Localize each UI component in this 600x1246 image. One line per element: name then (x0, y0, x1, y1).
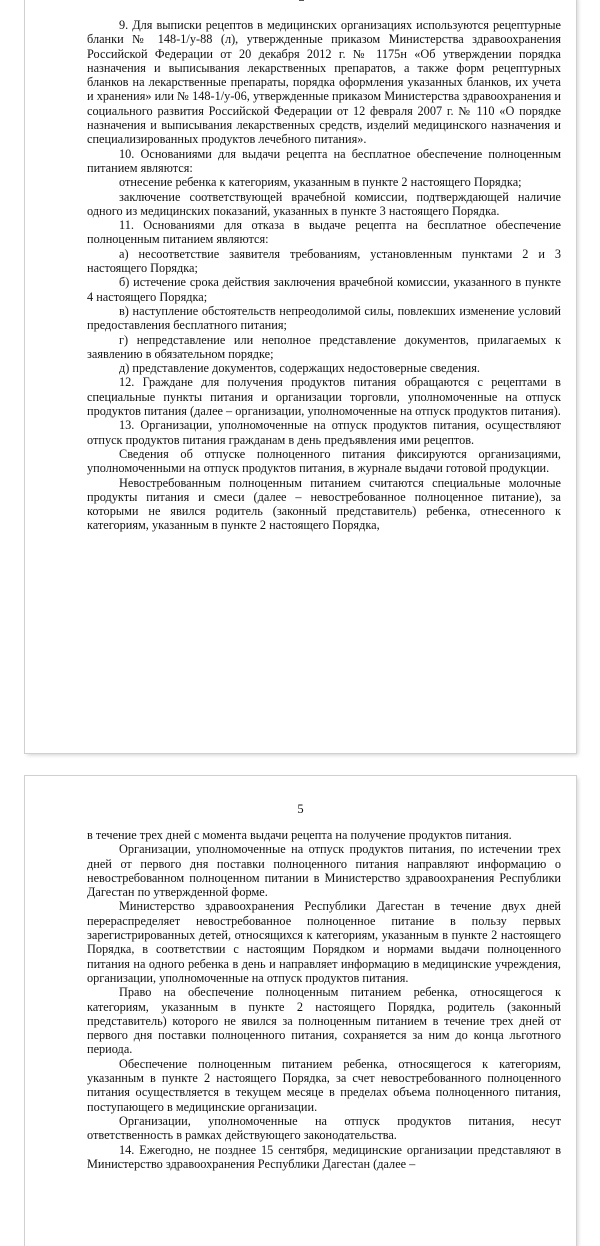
paragraph-item-10-category: отнесение ребенка к категориям, указанным в пункте 2 настоящего Порядка; (119, 175, 522, 190)
paragraph-item-13: 13. Организации, уполномоченные на отпуск продуктов питания, осуществляют отпуск продуктов питания гражданам в день предъявления ими рецептов. (87, 418, 561, 447)
paragraph-responsibility: Организации, уполномоченные на отпуск продуктов питания, несут ответственность в рамках действующего законодательства. (87, 1113, 561, 1143)
page-5-body (87, 828, 561, 1171)
paragraph-item-11-v: в) наступление обстоятельств непреодолимой силы, повлекших изменение условий предоставления бесплатного питания; (87, 303, 561, 333)
page-4-body (87, 18, 561, 533)
paragraph-item-11-b: б) истечение срока действия заключения врачебной комиссии, указанного в пункте 4 настоящего Порядка; (87, 275, 561, 304)
paragraph-item-12: 12. Граждане для получения продуктов питания обращаются с рецептами в специальные пункты питания и организации торговли, уполномоченные на отпуск продуктов питания (далее – организации, уполномоченные на отпуск продуктов питания). (87, 375, 561, 419)
paragraph-provision-current-month: Обеспечение полноценным питанием ребенка, относящегося к категориям, указанным в пункте 2 настоящего Порядка, за счет невостребованного полноценного питания осуществляется в текущем месяце в пределах объема полноценного питания, поступающего в медицинские организации. (87, 1056, 561, 1114)
paragraph-continuation: в течение трех дней с момента выдачи рецепта на получение продуктов питания. (87, 828, 512, 842)
paragraph-item-14: 14. Ежегодно, не позднее 15 сентября, медицинские организации представляют в Министерство здравоохранения Республики Дагестан (далее – (87, 1142, 561, 1171)
paragraph-unclaimed-nutrition: Невостребованным полноценным питанием считаются специальные молочные продукты питания и смеси (далее – невостребованное полноценное питание), за которыми не явился родитель (законный представитель) ребенка, отнесенного к категориям, указанным в пункте 2 настоящего Порядка, (87, 475, 561, 533)
paragraph-item-11: 11. Основаниями для отказа в выдаче рецепта на бесплатное обеспечение полноценным питанием являются: (87, 218, 561, 247)
paragraph-ministry-redistribution: Министерство здравоохранения Республики Дагестан в течение двух дней перераспределяет невостребованное полноценное питание в пользу первых зарегистрированных детей, относящихся к категориям, указанным в пункте 2 настоящего Порядка, в соответствии с настоящим Порядком и нормами выдачи полноценного питания на одного ребенка в день и направляет информацию в медицинские учреждения, организации, уполномоченные на отпуск продуктов питания. (87, 899, 561, 985)
paragraph-item-11-d: д) представление документов, содержащих недостоверные сведения. (119, 361, 480, 376)
paragraph-item-9: 9. Для выписки рецептов в медицинских организациях используются рецептурные бланки № 148-1/у-88 (л), утвержденные приказом Министерства здравоохранения Российской Федерации от 20 декабря 2012 г. № 1175н «Об утверждении порядка назначения и выписывания лекарственных препаратов, а также форм рецептурных бланков на лекарственные препараты, порядка оформления указанных бланков, их учета и хранения» или № 148-1/у-06, утвержденные приказом Министерства здравоохранения и социального развития Российской Федерации от 12 февраля 2007 г. № 110 «О порядке назначения и выписывания лекарственных средств, изделий медицинского назначения и специализированных продуктов лечебного питания». (87, 18, 561, 147)
document-page-4 (25, 0, 576, 753)
page-number-top-mark (299, 0, 304, 1)
paragraph-item-10-commission: заключение соответствующей врачебной комиссии, подтверждающей наличие одного из медицинских показаний, указанных в пункте 3 настоящего Порядка. (87, 189, 561, 218)
page-number: 5 (297, 802, 304, 816)
paragraph-item-11-g: г) непредставление или неполное представление документов, прилагаемых к заявлению в обязательном порядке; (87, 332, 561, 361)
paragraph-item-11-a: а) несоответствие заявителя требованиям, установленным пунктами 2 и 3 настоящего Порядка; (87, 246, 561, 276)
paragraph-organizations-report: Организации, уполномоченные на отпуск продуктов питания, по истечении трех дней от первого дня поставки полноценного питания направляют информацию о невостребованном полноценном питании в Министерство здравоохранения Республики Дагестан по утвержденной форме. (87, 842, 561, 900)
paragraph-dispensing-records: Сведения об отпуске полноценного питания фиксируются организациями, уполномоченными на отпуск продуктов питания, в журнале выдачи готовой продукции. (87, 446, 561, 476)
document-page-5 (25, 776, 576, 1246)
paragraph-item-10: 10. Основаниями для выдачи рецепта на бесплатное обеспечение полноценным питанием являются: (87, 146, 561, 175)
paragraph-right-preserved: Право на обеспечение полноценным питанием ребенка, относящегося к категориям, указанным в пункте 2 настоящего Порядка, родитель (законный представитель) которого не явился за полноценным питанием в течение трех дней от первого дня поставки полноценного питания, сохраняется за ним до конца льготного периода. (87, 985, 561, 1057)
